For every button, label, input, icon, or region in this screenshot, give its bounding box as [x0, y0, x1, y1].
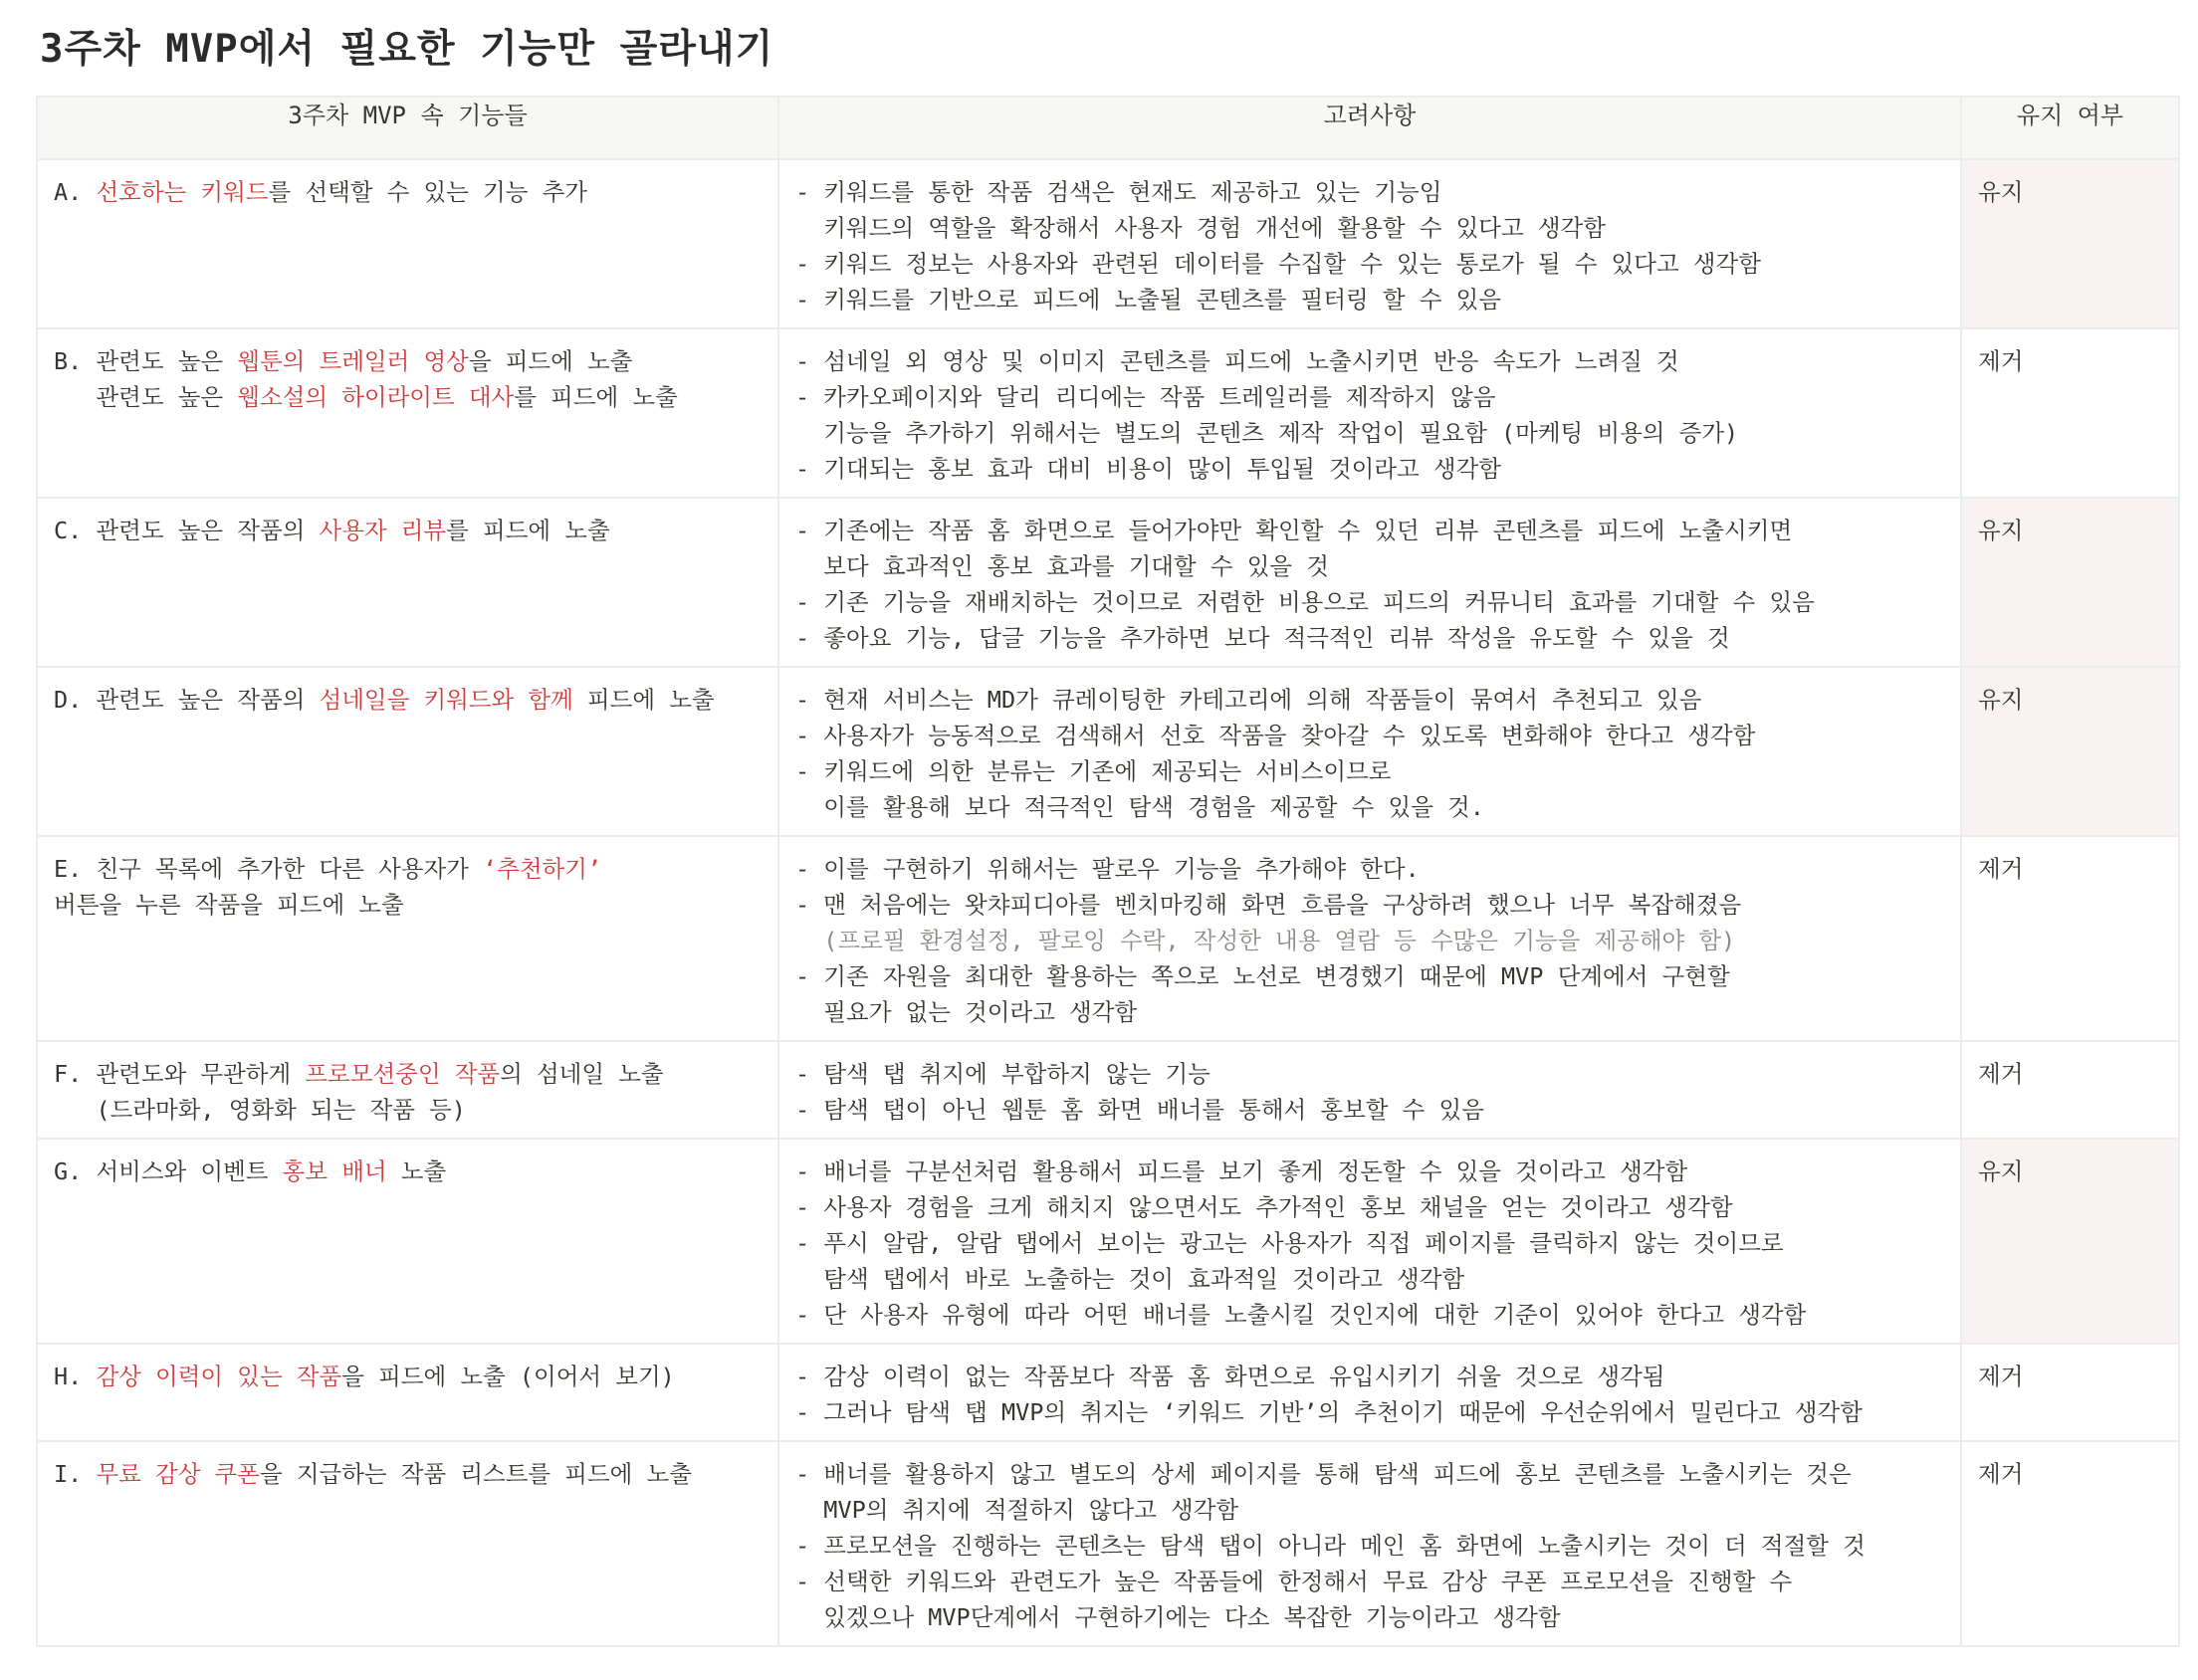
highlighted-text: 감상 이력이 있는 작품 [96, 1363, 342, 1390]
highlighted-text: 웹소설의 하이라이트 대사 [237, 383, 515, 411]
feature-text: C. 관련도 높은 작품의 [54, 517, 320, 544]
consider-line: - 배너를 구분선처럼 활용해서 피드를 보기 좋게 정돈할 수 있을 것이라고 생각함 [795, 1157, 1688, 1185]
consider-line: - 키워드를 통한 작품 검색은 현재도 제공하고 있는 기능임 [795, 178, 1442, 206]
header-row [37, 97, 2179, 159]
feature-text: F. 관련도와 무관하게 [54, 1060, 306, 1088]
feature-text: (드라마화, 영화화 되는 작품 등) [54, 1096, 466, 1124]
consider-line: 있겠으나 MVP단계에서 구현하기에는 다소 복잡한 기능이라고 생각함 [795, 1603, 1561, 1631]
consider-cell [778, 667, 1961, 836]
feature-text: G. 서비스와 이벤트 [54, 1157, 283, 1185]
table-row [37, 1344, 2179, 1441]
consider-line: - 섬네일 외 영상 및 이미지 콘텐츠를 피드에 노출시키면 반응 속도가 느려질 것 [795, 347, 1679, 375]
feature-line [54, 1154, 762, 1189]
consider-line: - 감상 이력이 없는 작품보다 작품 홈 화면으로 유입시키기 쉬울 것으로 생각됨 [795, 1363, 1665, 1390]
consider-cell [778, 328, 1961, 498]
consider-line: - 기대되는 홍보 효과 대비 비용이 많이 투입될 것이라고 생각함 [795, 455, 1502, 483]
consider-line: - 기존 자원을 최대한 활용하는 쪽으로 노선로 변경했기 때문에 MVP 단계에서 구현할 [795, 962, 1730, 990]
feature-text: I. [54, 1460, 97, 1488]
feature-text: H. [54, 1363, 97, 1390]
highlighted-text: 홍보 배너 [282, 1157, 387, 1185]
keep-status-cell: 유지 [1961, 159, 2179, 328]
feature-text: 을 피드에 노출 [468, 347, 633, 375]
keep-status-cell: 제거 [1961, 1041, 2179, 1139]
consider-cell [778, 159, 1961, 328]
feature-text: 노출 [386, 1157, 447, 1185]
consider-line: (프로필 환경설정, 팔로잉 수락, 작성한 내용 열람 등 수많은 기능을 제공해야 함) [795, 927, 1736, 954]
consider-line: - 맨 처음에는 왓챠피디아를 벤치마킹해 화면 흐름을 구상하려 했으나 너무 복잡해졌음 [795, 891, 1742, 919]
header-keep: 유지 여부 [1961, 97, 2179, 159]
feature-text: 관련도 높은 [54, 383, 238, 411]
feature-text: 버튼을 누른 작품을 피드에 노출 [54, 891, 404, 919]
table-row [37, 836, 2179, 1041]
feature-cell [37, 836, 778, 1041]
consider-line: 이를 활용해 보다 적극적인 탐색 경험을 제공할 수 있을 것. [795, 793, 1484, 821]
feature-text: 을 지급하는 작품 리스트를 피드에 노출 [259, 1460, 692, 1488]
feature-line [54, 379, 762, 415]
feature-line [54, 1092, 762, 1128]
feature-line [54, 513, 762, 548]
consider-line: 탐색 탭에서 바로 노출하는 것이 효과적일 것이라고 생각함 [795, 1265, 1465, 1293]
keep-status-cell: 제거 [1961, 1344, 2179, 1441]
highlighted-text: 프로모션중인 작품 [305, 1060, 501, 1088]
feature-text: B. 관련도 높은 [54, 347, 238, 375]
consider-cell [778, 1041, 1961, 1139]
consider-line: - 이를 구현하기 위해서는 팔로우 기능을 추가해야 한다. [795, 855, 1420, 883]
feature-text: D. 관련도 높은 작품의 [54, 686, 320, 714]
consider-line: - 기존에는 작품 홈 화면으로 들어가야만 확인할 수 있던 리뷰 콘텐츠를 피드에 노출시키면 [795, 517, 1793, 544]
feature-text: E. 친구 목록에 추가한 다른 사용자가 [54, 855, 483, 883]
keep-status-cell: 유지 [1961, 498, 2179, 667]
feature-line [54, 851, 762, 887]
consider-line: - 그러나 탐색 탭 MVP의 취지는 ‘키워드 기반’의 추천이기 때문에 우선순위에서 밀린다고 생각함 [795, 1398, 1863, 1426]
keep-status-cell: 제거 [1961, 836, 2179, 1041]
consider-cell [778, 1441, 1961, 1646]
feature-table [36, 96, 2180, 1647]
consider-line: - 키워드에 의한 분류는 기존에 제공되는 서비스이므로 [795, 757, 1392, 785]
table-row [37, 1139, 2179, 1344]
highlighted-text: ‘추천하기’ [483, 855, 602, 883]
feature-text: 를 피드에 노출 [514, 383, 678, 411]
consider-line: - 키워드 정보는 사용자와 관련된 데이터를 수집할 수 있는 통로가 될 수 있다고 생각함 [795, 250, 1761, 278]
keep-status-cell: 제거 [1961, 1441, 2179, 1646]
table-row [37, 159, 2179, 328]
feature-line [54, 343, 762, 379]
table-body [37, 159, 2179, 1646]
feature-line [54, 887, 762, 923]
feature-cell [37, 1344, 778, 1441]
feature-text: 의 섬네일 노출 [500, 1060, 664, 1088]
feature-cell [37, 328, 778, 498]
highlighted-text: 웹툰의 트레일러 영상 [237, 347, 469, 375]
consider-line: - 키워드를 기반으로 피드에 노출될 콘텐츠를 필터링 할 수 있음 [795, 286, 1502, 314]
feature-cell [37, 159, 778, 328]
consider-line: - 기존 기능을 재배치하는 것이므로 저렴한 비용으로 피드의 커뮤니티 효과를 기대할 수 있음 [795, 588, 1815, 616]
feature-cell [37, 1139, 778, 1344]
consider-cell [778, 1344, 1961, 1441]
feature-text: 을 피드에 노출 (이어서 보기) [341, 1363, 675, 1390]
consider-line: - 선택한 키워드와 관련도가 높은 작품들에 한정해서 무료 감상 쿠폰 프로모션을 진행할 수 [795, 1568, 1793, 1595]
consider-line: - 탐색 탭이 아닌 웹툰 홈 화면 배너를 통해서 홍보할 수 있음 [795, 1096, 1484, 1124]
feature-line [54, 174, 762, 210]
consider-line: MVP의 취지에 적절하지 않다고 생각함 [795, 1496, 1239, 1524]
consider-line: 기능을 추가하기 위해서는 별도의 콘텐츠 제작 작업이 필요함 (마케팅 비용의 증가) [795, 419, 1739, 447]
header-feature: 3주차 MVP 속 기능들 [37, 97, 778, 159]
feature-text: 를 피드에 노출 [446, 517, 610, 544]
feature-cell [37, 1041, 778, 1139]
consider-cell [778, 498, 1961, 667]
table-header [37, 97, 2179, 159]
consider-line: - 카카오페이지와 달리 리디에는 작품 트레일러를 제작하지 않음 [795, 383, 1496, 411]
consider-cell [778, 1139, 1961, 1344]
consider-line: - 푸시 알람, 알람 탭에서 보이는 광고는 사용자가 직접 페이지를 클릭하지 않는 것이므로 [795, 1229, 1784, 1257]
feature-text: A. [54, 178, 97, 206]
feature-text: 를 선택할 수 있는 기능 추가 [268, 178, 587, 206]
consider-line: - 단 사용자 유형에 따라 어떤 배너를 노출시킬 것인지에 대한 기준이 있어야 한다고 생각함 [795, 1301, 1807, 1329]
highlighted-text: 사용자 리뷰 [319, 517, 447, 544]
consider-line: - 탐색 탭 취지에 부합하지 않는 기능 [795, 1060, 1210, 1088]
table-row [37, 328, 2179, 498]
feature-line [54, 1359, 762, 1394]
consider-line: 필요가 없는 것이라고 생각함 [795, 998, 1138, 1026]
consider-line: - 프로모션을 진행하는 콘텐츠는 탐색 탭이 아니라 메인 홈 화면에 노출시키는 것이 더 적절할 것 [795, 1532, 1866, 1560]
consider-line: 키워드의 역할을 확장해서 사용자 경험 개선에 활용할 수 있다고 생각함 [795, 214, 1606, 242]
keep-status-cell: 유지 [1961, 667, 2179, 836]
table-row [37, 667, 2179, 836]
consider-line: - 좋아요 기능, 답글 기능을 추가하면 보다 적극적인 리뷰 작성을 유도할 수 있을 것 [795, 624, 1730, 652]
table-row [37, 1041, 2179, 1139]
keep-status-cell: 유지 [1961, 1139, 2179, 1344]
highlighted-text: 무료 감상 쿠폰 [96, 1460, 260, 1488]
feature-line [54, 1056, 762, 1092]
header-consider: 고려사항 [778, 97, 1961, 159]
highlighted-text: 섬네일을 키워드와 함께 [319, 686, 573, 714]
feature-text: 피드에 노출 [572, 686, 715, 714]
feature-cell [37, 667, 778, 836]
feature-cell [37, 1441, 778, 1646]
page-title: 3주차 MVP에서 필요한 기능만 골라내기 [40, 27, 774, 72]
keep-status-cell: 제거 [1961, 328, 2179, 498]
consider-cell [778, 836, 1961, 1041]
consider-line: - 배너를 활용하지 않고 별도의 상세 페이지를 통해 탐색 피드에 홍보 콘텐츠를 노출시키는 것은 [795, 1460, 1852, 1488]
feature-line [54, 1456, 762, 1492]
table-row [37, 1441, 2179, 1646]
consider-line: - 사용자 경험을 크게 해치지 않으면서도 추가적인 홍보 채널을 얻는 것이라고 생각함 [795, 1193, 1733, 1221]
feature-cell [37, 498, 778, 667]
consider-line: - 현재 서비스는 MD가 큐레이팅한 카테고리에 의해 작품들이 묶여서 추천되고 있음 [795, 686, 1702, 714]
highlighted-text: 선호하는 키워드 [96, 178, 269, 206]
feature-line [54, 682, 762, 718]
consider-line: - 사용자가 능동적으로 검색해서 선호 작품을 찾아갈 수 있도록 변화해야 한다고 생각함 [795, 722, 1756, 749]
table-row [37, 498, 2179, 667]
consider-line: 보다 효과적인 홍보 효과를 기대할 수 있을 것 [795, 552, 1329, 580]
